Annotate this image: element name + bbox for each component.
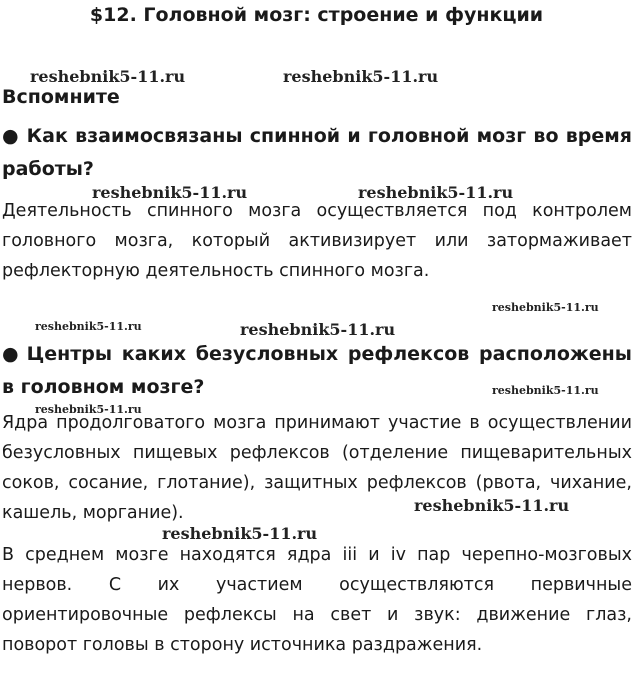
- watermark: reshebnik5-11.ru: [92, 183, 248, 202]
- question-2-text: Центры каких безусловных рефлексов расположены в головном мозге?: [2, 343, 632, 398]
- question-1: [2, 120, 632, 186]
- watermark: reshebnik5-11.ru: [35, 320, 142, 333]
- watermark: reshebnik5-11.ru: [283, 67, 439, 86]
- watermark: reshebnik5-11.ru: [358, 183, 514, 202]
- section-heading: Вспомните: [2, 86, 120, 108]
- watermark: reshebnik5-11.ru: [35, 403, 142, 416]
- watermark: reshebnik5-11.ru: [30, 67, 186, 86]
- bullet-icon: ●: [2, 343, 19, 365]
- bullet-icon: ●: [2, 125, 19, 147]
- watermark: reshebnik5-11.ru: [492, 301, 599, 314]
- question-1-text: Как взаимосвязаны спинной и головной мозг во время работы?: [2, 125, 632, 180]
- watermark: reshebnik5-11.ru: [162, 524, 318, 543]
- watermark: reshebnik5-11.ru: [492, 384, 599, 397]
- answer-1: Деятельность спинного мозга осуществляется под контролем головного мозга, который активизирует или затормаживает рефлекторную деятельность спинного мозга.: [2, 201, 632, 281]
- watermark: reshebnik5-11.ru: [414, 496, 570, 515]
- watermark: reshebnik5-11.ru: [240, 320, 396, 339]
- answer-2-paragraph-1: Ядра продолговатого мозга принимают участие в осуществлении безусловных пищевых рефлексов (отделение пищеварительных соков, сосание, глотание), защитных рефлексов (рвота, чихание, кашель, моргание).: [2, 413, 632, 523]
- answer-2-paragraph-2: В среднем мозге находятся ядра iii и iv пар черепно-мозговых нервов. С их участием осуществляются первичные ориентировочные рефлексы на свет и звук: движение глаз, поворот головы в сторону источника раздражения.: [2, 545, 632, 655]
- page-title: $12. Головной мозг: строение и функции: [89, 4, 544, 26]
